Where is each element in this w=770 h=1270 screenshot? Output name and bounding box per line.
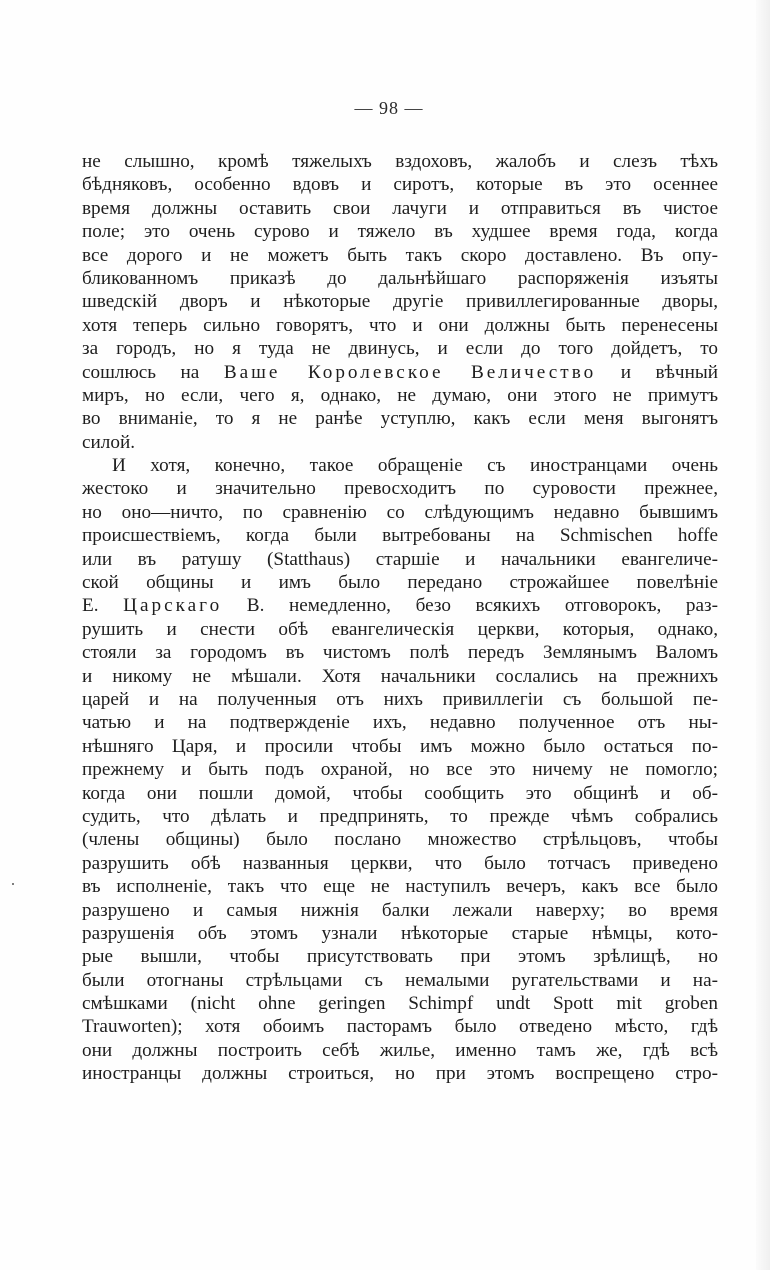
text-line: время должны оставить свои лачуги и отправиться въ чистое: [82, 197, 718, 219]
text-line: нѣшняго Царя, и просили чтобы имъ можно было остаться по-: [82, 735, 718, 757]
text-line: чатью и на подтвержденіе ихъ, недавно полученное отъ ны-: [82, 712, 718, 734]
text-line: миръ, но если, чего я, однако, не думаю, они этого не примутъ: [82, 384, 718, 406]
page-edge-shadow: [756, 0, 770, 1270]
text-line: (члены общины) было послано множество стрѣльцовъ, чтобы: [82, 829, 718, 851]
text-line-spaced: сошлюсь на Ваше Королевское Величество и вѣчный: [82, 361, 718, 383]
text-line: рые вышли, чтобы присутствовать при этомъ зрѣлищѣ, но: [82, 946, 718, 968]
text-line: за городъ, но я туда не двинусь, и если до того дойдетъ, то: [82, 338, 718, 360]
text-line: стояли за городомъ въ чистомъ полѣ передъ Землянымъ Валомъ: [82, 642, 718, 664]
text-line: ской общины и имъ было передано строжайшее повелѣніе: [82, 572, 718, 594]
body-text: [82, 150, 718, 1086]
margin-speck: [12, 883, 14, 885]
text-line-paragraph-end: силой.: [82, 431, 136, 453]
text-line: все дорого и не можетъ быть такъ скоро доставлено. Въ опу-: [82, 244, 718, 266]
text-line: разрушено и самыя нижнія балки лежали наверху; во время: [82, 899, 718, 921]
text-line: прежнему и быть подъ охраной, но все это ничему не помогло;: [82, 759, 718, 781]
text-line: царей и на полученныя отъ нихъ привиллегіи съ большой пе-: [82, 688, 718, 710]
text-line: разрушить обѣ названныя церкви, что было тотчасъ приведено: [82, 852, 718, 874]
text-line: бѣдняковъ, особенно вдовъ и сиротъ, которые въ это осеннее: [82, 174, 718, 196]
text-line: были отогнаны стрѣльцами съ немалыми ругательствами и на-: [82, 969, 718, 991]
text-line: въ исполненіе, такъ что еще не наступилъ вечеръ, какъ все было: [82, 876, 718, 898]
text-line: они должны построить себѣ жилье, именно тамъ же, гдѣ всѣ: [82, 1039, 718, 1061]
text-line: Trauworten); хотя обоимъ пасторамъ было отведено мѣсто, гдѣ: [82, 1016, 718, 1038]
text-line: во вниманіе, то я не ранѣе уступлю, какъ если меня выгонятъ: [82, 408, 718, 430]
text-line: но оно—ничто, по сравненію со слѣдующимъ недавно бывшимъ: [82, 501, 718, 523]
text-line: и никому не мѣшали. Хотя начальники сослались на прежнихъ: [82, 665, 718, 687]
text-line: происшествіемъ, когда были вытребованы на Schmischen hoffe: [82, 525, 718, 547]
text-line-spaced: Е. Царскаго В. немедленно, безо всякихъ отговорокъ, раз-: [82, 595, 718, 617]
text-line: не слышно, кромѣ тяжелыхъ вздоховъ, жалобъ и слезъ тѣхъ: [82, 151, 718, 172]
text-line: поле; это очень сурово и тяжело въ худшее время года, когда: [82, 221, 718, 243]
text-line: смѣшками (nicht ohne geringen Schimpf undt Spott mit groben: [82, 993, 718, 1015]
spaced-emphasis: Царскаго: [123, 595, 223, 617]
text-line: хотя теперь сильно говорятъ, что и они должны быть перенесены: [82, 314, 718, 336]
text-line: судить, что дѣлать и предпринять, то прежде чѣмъ собрались: [82, 805, 718, 827]
text-line: когда они пошли домой, чтобы сообщить это общинѣ и об-: [82, 782, 718, 804]
page-number: — 98 —: [354, 98, 424, 118]
text-line: шведскій дворъ и нѣкоторые другіе привиллегированные дворы,: [82, 291, 718, 313]
text-line-paragraph-start: И хотя, конечно, такое обращеніе съ иностранцами очень: [112, 455, 718, 477]
text-line: жестоко и значительно превосходитъ по суровости прежнее,: [82, 478, 718, 500]
text-line: иностранцы должны строиться, но при этомъ воспрещено стро-: [82, 1063, 718, 1085]
text-line: рушить и снести обѣ евангелическія церкви, которыя, однако,: [82, 618, 718, 640]
spaced-emphasis: Ваше Королевское Величество: [223, 361, 597, 383]
text-line: или въ ратушу (Statthaus) старшіе и начальники евангеличе-: [82, 548, 718, 570]
text-line: разрушенія объ этомъ узнали нѣкоторые старые нѣмцы, кото-: [82, 922, 718, 944]
text-line: бликованномъ приказѣ до дальнѣйшаго распоряженія изъяты: [82, 267, 718, 289]
